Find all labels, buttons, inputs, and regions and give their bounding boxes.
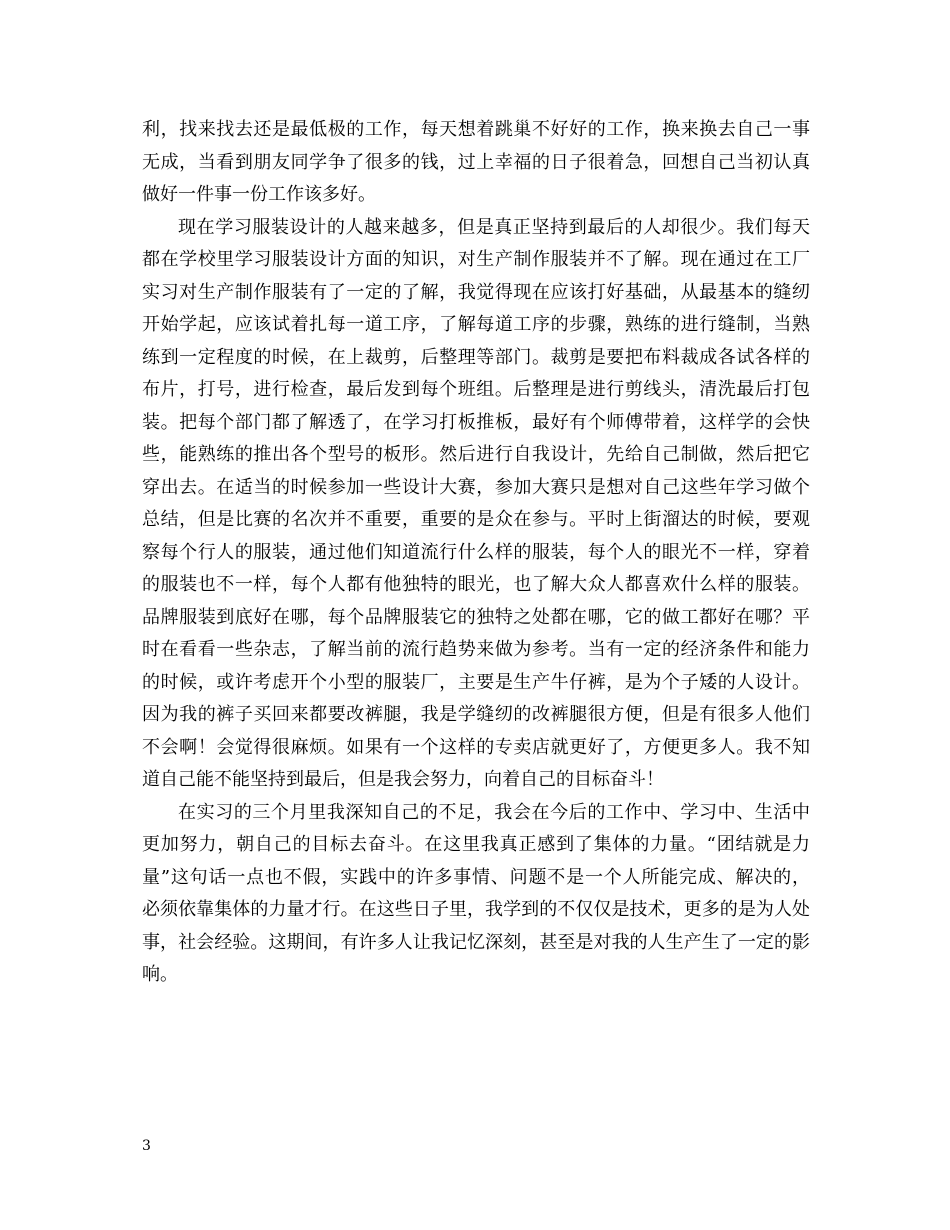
text-line: 的服装也不一样，每个人都有他独特的眼光，也了解大众人都喜欢什么样的服装。 [142, 574, 810, 595]
body-text [142, 114, 810, 992]
text-line: 都在学校里学习服装设计方面的知识，对生产制作服装并不了解。现在通过在工厂 [142, 249, 810, 270]
paragraph [142, 797, 810, 992]
text-line: 的时候，或许考虑开个小型的服装厂，主要是生产牛仔裤，是为个子矮的人设计。 [142, 671, 810, 693]
page-number: 3 [142, 1138, 151, 1154]
text-line: 些，能熟练的推出各个型号的板形。然后进行自我设计，先给自己制做，然后把它 [142, 444, 810, 465]
text-line: 必须依靠集体的力量才行。在这些日子里，我学到的不仅仅是技术，更多的是为人处 [142, 899, 810, 920]
text-line: 穿出去。在适当的时候参加一些设计大赛，参加大赛只是想对自己这些年学习做个 [142, 476, 810, 498]
text-line: 实习对生产制作服装有了一定的了解，我觉得现在应该打好基础，从最基本的缝纫 [142, 281, 810, 303]
text-line: 察每个行人的服装，通过他们知道流行什么样的服装，每个人的眼光不一样，穿着 [142, 541, 810, 563]
text-line: 事，社会经验。这期间，有许多人让我记忆深刻，甚至是对我的人生产生了一定的影 [142, 931, 810, 953]
text-line: 开始学起，应该试着扎每一道工序，了解每道工序的步骤，熟练的进行缝制，当熟 [142, 314, 810, 335]
text-line: 更加努力，朝自己的目标去奋斗。在这里我真正感到了集体的力量。“团结就是力 [142, 834, 810, 855]
paragraph [142, 212, 810, 797]
text-line: 现在学习服装设计的人越来越多，但是真正坚持到最后的人却很少。我们每天 [178, 216, 810, 238]
text-line: 时在看看一些杂志，了解当前的流行趋势来做为参考。当有一定的经济条件和能力 [142, 639, 810, 660]
text-line: 装。把每个部门都了解透了，在学习打板推板，最好有个师傅带着，这样学的会快 [142, 411, 810, 433]
text-line: 布片，打号，进行检查，最后发到每个班组。后整理是进行剪线头，清洗最后打包 [142, 379, 810, 400]
text-line: 做好一件事一份工作该多好。 [142, 184, 376, 205]
text-line: 在实习的三个月里我深知自己的不足，我会在今后的工作中、学习中、生活中 [178, 801, 810, 823]
text-line: 响。 [142, 964, 178, 985]
text-line: 利，找来找去还是最低极的工作，每天想着跳巢不好好的工作，换来换去自己一事 [142, 119, 810, 140]
text-line: 量”这句话一点也不假，实践中的许多事情、问题不是一个人所能完成、解决的， [142, 866, 810, 888]
text-line: 道自己能不能坚持到最后，但是我会努力，向着自己的目标奋斗！ [142, 769, 664, 790]
text-line: 因为我的裤子买回来都要改裤腿，我是学缝纫的改裤腿很方便，但是有很多人他们 [142, 704, 810, 725]
text-line: 无成，当看到朋友同学争了很多的钱，过上幸福的日子很着急，回想自己当初认真 [142, 151, 810, 173]
text-line: 总结，但是比赛的名次并不重要，重要的是众在参与。平时上街溜达的时候，要观 [142, 509, 810, 530]
text-line: 不会啊！会觉得很麻烦。如果有一个这样的专卖店就更好了，方便更多人。我不知 [142, 736, 810, 758]
text-line: 品牌服装到底好在哪，每个品牌服装它的独特之处都在哪，它的做工都好在哪？平 [142, 606, 810, 628]
paragraph [142, 114, 810, 212]
text-line: 练到一定程度的时候，在上裁剪，后整理等部门。裁剪是要把布料裁成各试各样的 [142, 346, 810, 368]
